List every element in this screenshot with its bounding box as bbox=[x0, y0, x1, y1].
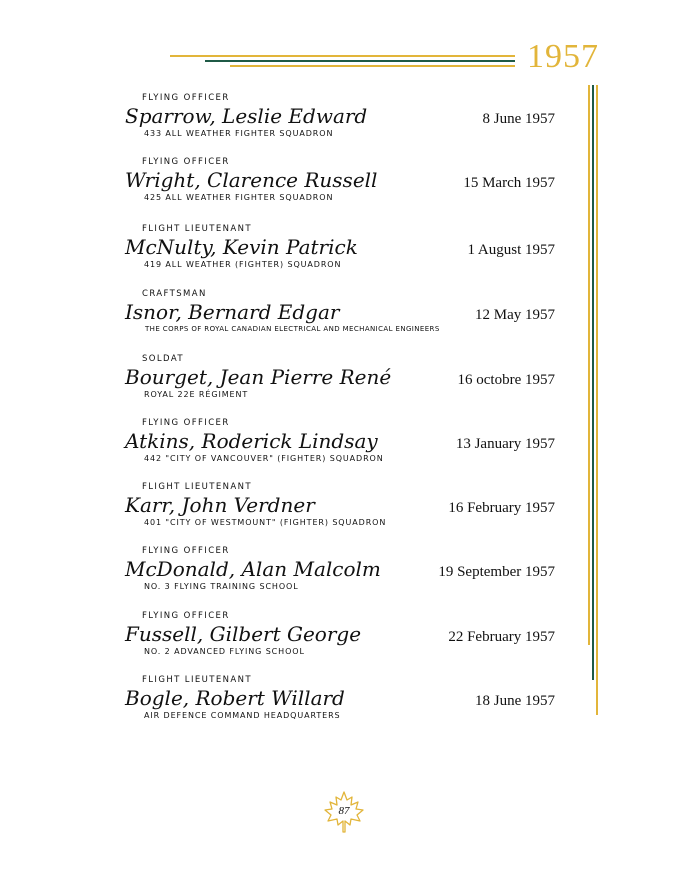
entry-date: 16 February 1957 bbox=[448, 500, 555, 516]
page-number: 87 bbox=[338, 805, 350, 817]
margin-rule-green bbox=[592, 85, 594, 680]
margin-rule-gold-right bbox=[596, 85, 598, 715]
entry-name: Wright, Clarence Russell bbox=[125, 168, 378, 192]
memorial-entry bbox=[125, 289, 555, 335]
entry-name: Karr, John Verdner bbox=[125, 493, 315, 517]
entry-date: 19 September 1957 bbox=[438, 564, 555, 580]
memorial-entry bbox=[125, 611, 555, 657]
entry-rank: FLIGHT LIEUTENANT bbox=[142, 675, 252, 685]
entry-date: 18 June 1957 bbox=[475, 693, 555, 709]
entry-name: Sparrow, Leslie Edward bbox=[125, 104, 368, 128]
entry-name: Bogle, Robert Willard bbox=[125, 686, 345, 710]
entry-date: 16 octobre 1957 bbox=[457, 372, 555, 388]
entry-date: 1 August 1957 bbox=[467, 242, 555, 258]
entry-rank: FLIGHT LIEUTENANT bbox=[142, 482, 252, 492]
entry-unit: ROYAL 22E RÉGIMENT bbox=[144, 390, 249, 399]
entry-rank: FLYING OFFICER bbox=[142, 157, 230, 167]
entry-unit: 419 ALL WEATHER (FIGHTER) SQUADRON bbox=[144, 260, 342, 269]
entry-rank: FLIGHT LIEUTENANT bbox=[142, 224, 252, 234]
memorial-entry bbox=[125, 675, 555, 721]
memorial-entry bbox=[125, 354, 555, 400]
entry-date: 13 January 1957 bbox=[455, 436, 555, 452]
entry-rank: FLYING OFFICER bbox=[142, 611, 230, 621]
entry-unit: AIR DEFENCE COMMAND HEADQUARTERS bbox=[144, 711, 341, 720]
page-year: 1957 bbox=[527, 38, 599, 75]
entry-unit: NO. 2 ADVANCED FLYING SCHOOL bbox=[144, 647, 305, 656]
entry-unit: THE CORPS OF ROYAL CANADIAN ELECTRICAL AND MECHANICAL ENGINEERS bbox=[145, 325, 440, 333]
entry-unit: 433 ALL WEATHER FIGHTER SQUADRON bbox=[144, 129, 334, 138]
entry-name: Isnor, Bernard Edgar bbox=[125, 300, 340, 324]
header-rule-green bbox=[205, 60, 515, 62]
entry-rank: FLYING OFFICER bbox=[142, 546, 230, 556]
entry-name: Fussell, Gilbert George bbox=[125, 622, 362, 646]
memorial-entry bbox=[125, 157, 555, 203]
entry-unit: NO. 3 FLYING TRAINING SCHOOL bbox=[144, 582, 299, 591]
entry-unit: 401 "CITY OF WESTMOUNT" (FIGHTER) SQUADRON bbox=[144, 518, 387, 527]
memorial-entry bbox=[125, 418, 555, 464]
entry-rank: CRAFTSMAN bbox=[142, 289, 207, 299]
entry-date: 22 February 1957 bbox=[448, 629, 555, 645]
memorial-entry bbox=[125, 93, 555, 139]
entry-unit: 425 ALL WEATHER FIGHTER SQUADRON bbox=[144, 193, 334, 202]
entry-name: Atkins, Roderick Lindsay bbox=[125, 429, 378, 453]
entry-rank: FLYING OFFICER bbox=[142, 93, 230, 103]
entry-date: 12 May 1957 bbox=[475, 307, 555, 323]
entry-date: 8 June 1957 bbox=[482, 111, 555, 127]
memorial-entry bbox=[125, 224, 555, 270]
header-rule-gold-bottom bbox=[230, 65, 515, 67]
memorial-entry bbox=[125, 482, 555, 528]
entry-rank: FLYING OFFICER bbox=[142, 418, 230, 428]
entry-rank: SOLDAT bbox=[142, 354, 184, 364]
entry-name: McNulty, Kevin Patrick bbox=[125, 235, 358, 259]
header-rule-gold-top bbox=[170, 55, 515, 57]
entry-unit: 442 "CITY OF VANCOUVER" (FIGHTER) SQUADRON bbox=[144, 454, 384, 463]
memorial-entry bbox=[125, 546, 555, 592]
entry-name: Bourget, Jean Pierre René bbox=[125, 365, 392, 389]
entry-date: 15 March 1957 bbox=[463, 175, 555, 191]
margin-rule-gold-left bbox=[588, 85, 590, 645]
entry-name: McDonald, Alan Malcolm bbox=[125, 557, 381, 581]
